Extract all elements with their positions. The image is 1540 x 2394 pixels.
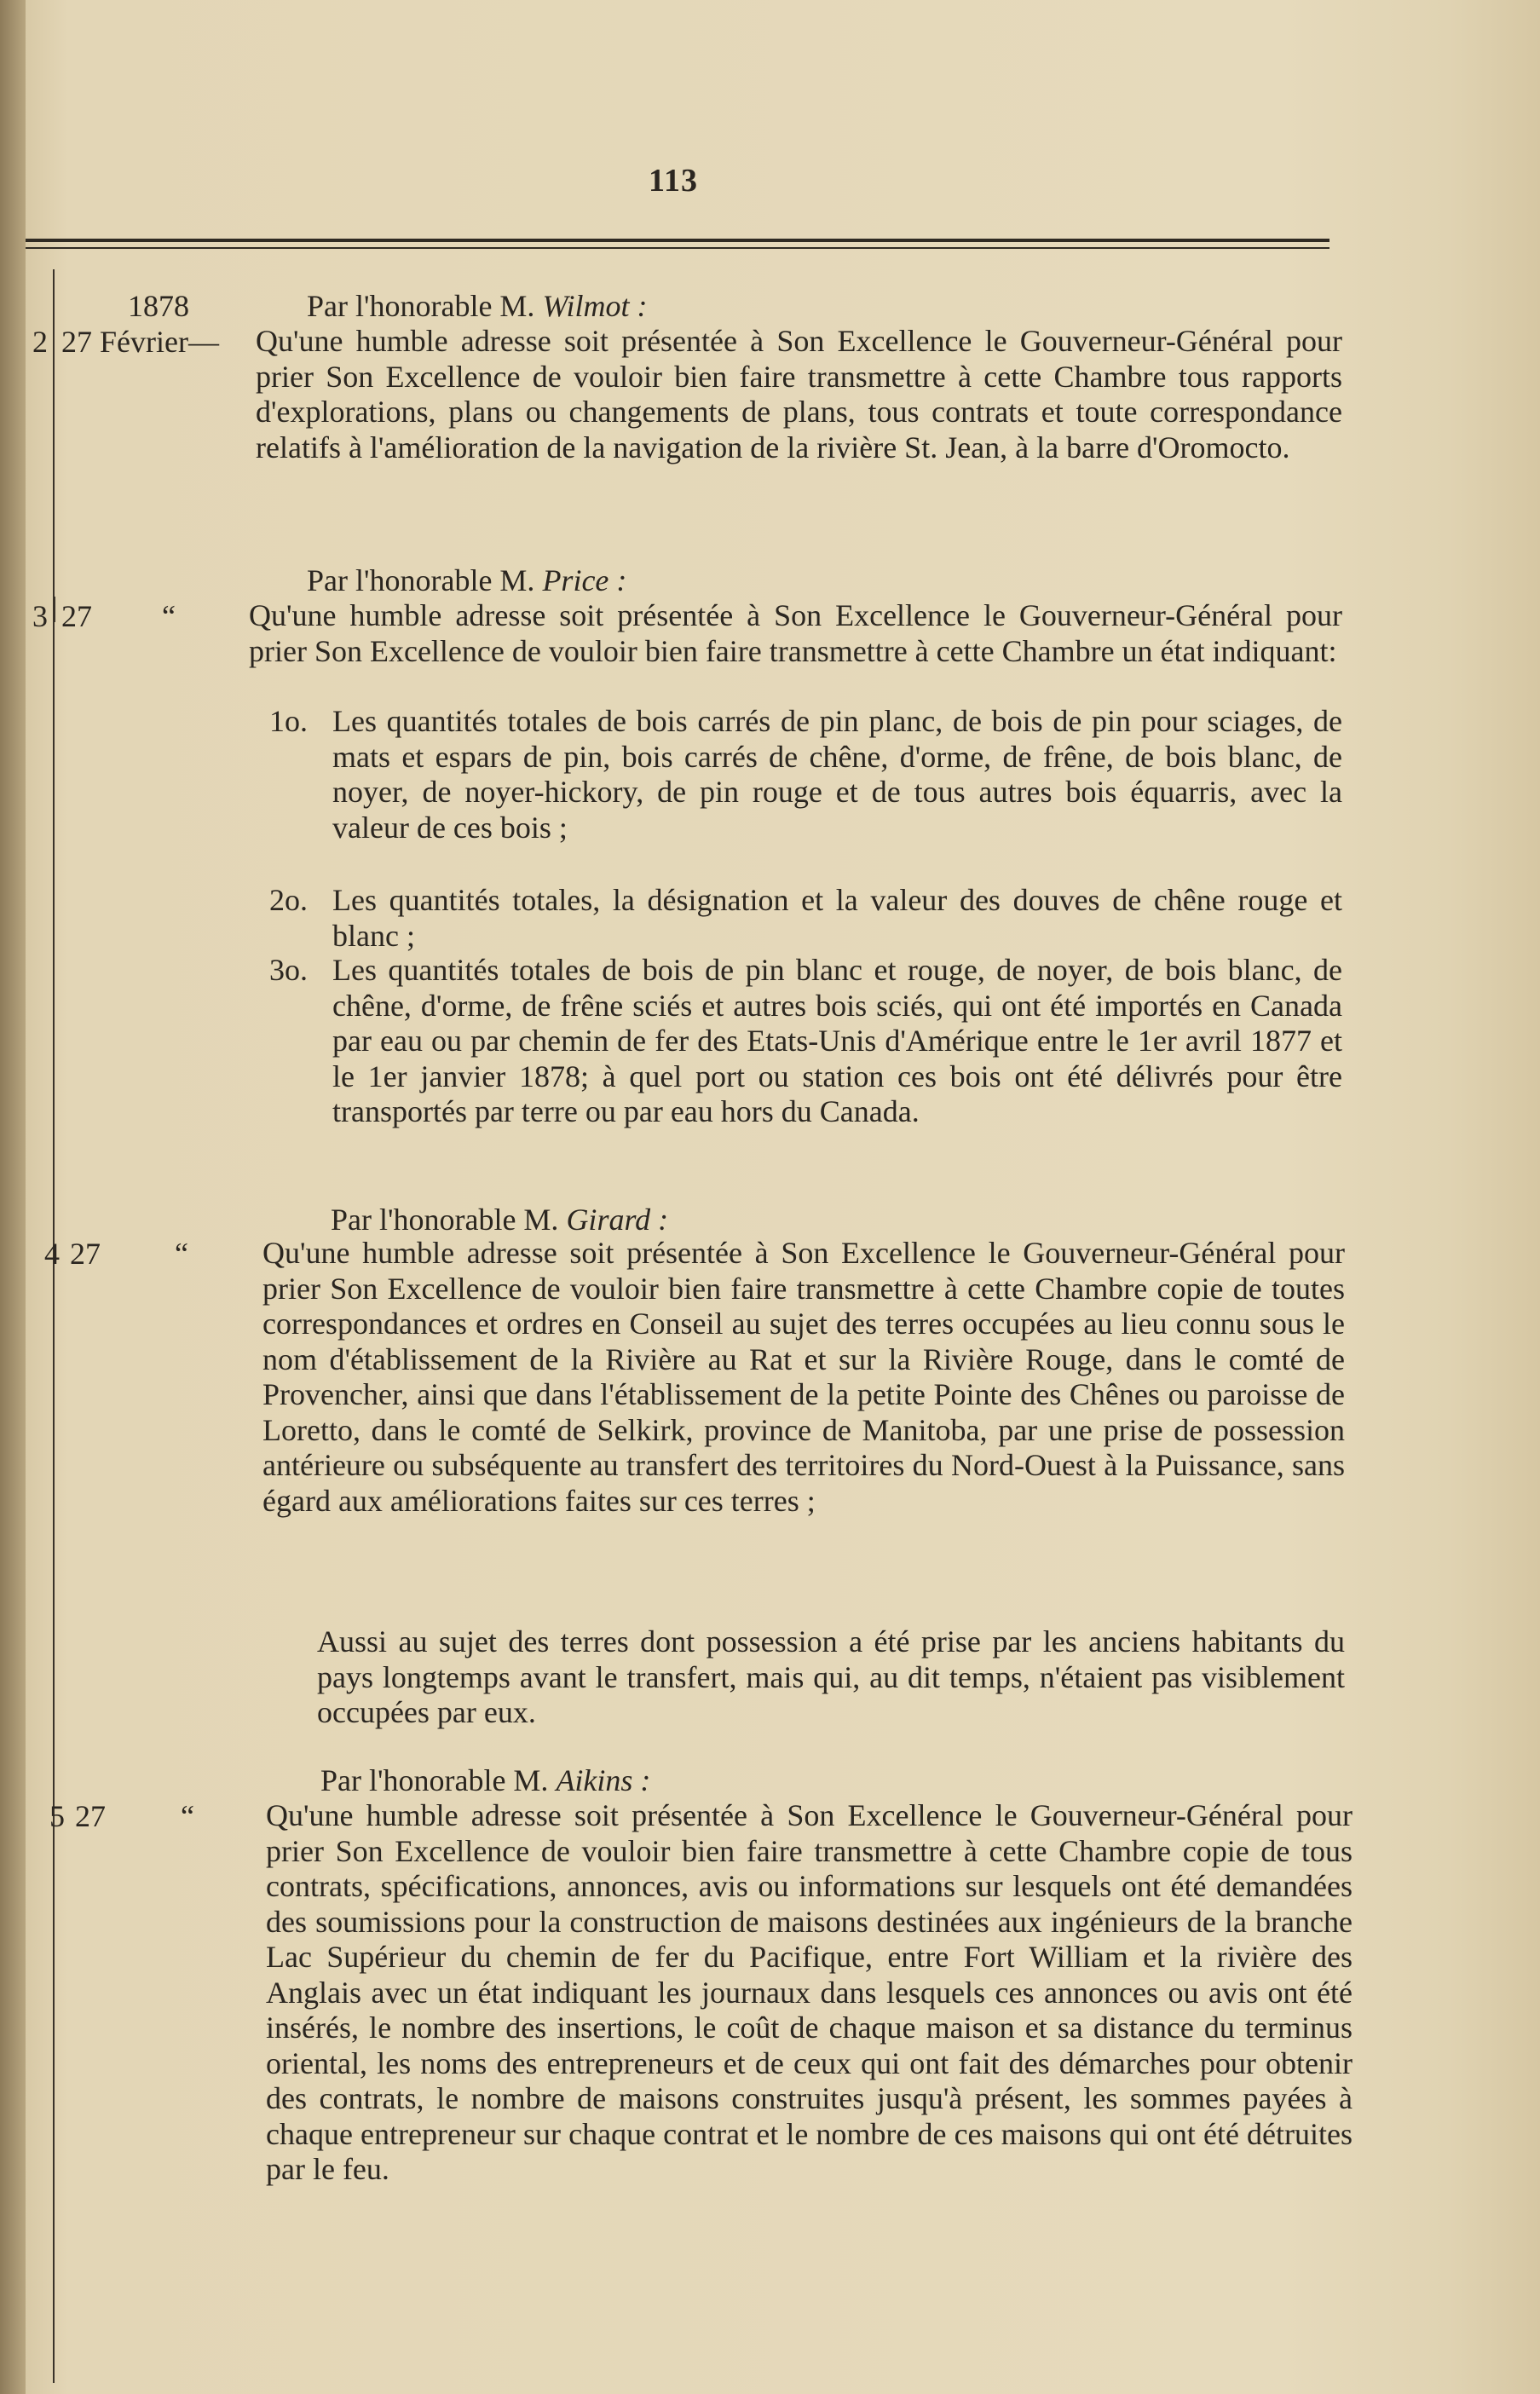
header-rule bbox=[26, 239, 1329, 242]
motion-body: Qu'une humble adresse soit présentée à Son Excellence le Gouverneur-Général pour prier Son Excellence de vouloir bien faire transmettre à cette Chambre tous rapports d'explorations, plans ou changements de plans, tous contrats et toute correspondance relatifs à l'amélioration de la navigation de la rivière St. Jean, à la barre d'Oromocto. bbox=[256, 324, 1342, 464]
mover-name: Wilmot : bbox=[542, 289, 648, 323]
motion-text: Qu'une humble adresse soit présentée à Son Excellence le Gouverneur-Général pour prier Son Excellence de vouloir bien faire transmettre à cette Chambre copie de tous contrats, spécifications, annonces, avis ou informations sur lesquels ont été demandées des soumissions pour la construction de maisons destinées aux ingénieurs de la branche Lac Supérieur du chemin de fer du Pacifique, entre Fort William et la rivière des Anglais avec un état indiquant les journaux dans lesquels ces annonces ou avis ont été insérés, le nombre des insertions, le coût de chaque maison et sa distance du terminus oriental, les noms des entrepreneurs et de ceux qui ont fait des démarches pour obtenir des contrats, le nombre de maisons construites jusqu'à présent, les sommes payées à chaque entrepreneur sur chaque contrat et le nombre de ces maisons qui ont été détruites par le feu. bbox=[266, 1798, 1353, 2186]
entry-date: 27 Février— bbox=[61, 325, 219, 359]
item-text: Les quantités totales, la désignation et la valeur des douves de chêne rouge et blanc ; bbox=[332, 883, 1342, 953]
ditto-mark: “ bbox=[162, 599, 176, 633]
ditto-mark: “ bbox=[175, 1237, 188, 1271]
entry-number: 2 bbox=[32, 325, 48, 359]
mover-name: Girard : bbox=[566, 1203, 669, 1237]
mover-line bbox=[307, 288, 647, 324]
entry-number: 5 bbox=[49, 1799, 65, 1833]
mover-prefix: Par l'honorable M. bbox=[331, 1203, 567, 1237]
item-label: 2o. bbox=[269, 883, 308, 917]
mover-name: Aikins : bbox=[556, 1763, 651, 1797]
header-rule-thin bbox=[26, 247, 1329, 249]
item-label: 3o. bbox=[269, 953, 308, 987]
column-rule-left bbox=[53, 269, 55, 2383]
entry-number: 4 bbox=[44, 1237, 60, 1271]
mover-prefix: Par l'honorable M. bbox=[320, 1763, 557, 1797]
ditto-mark: “ bbox=[181, 1799, 194, 1833]
page-number: 113 bbox=[649, 163, 698, 199]
item-label: 1o. bbox=[269, 704, 308, 738]
motion-text: Qu'une humble adresse soit présentée à Son Excellence le Gouverneur-Général pour prier Son Excellence de vouloir bien faire transmettre à cette Chambre un état indiquant: bbox=[249, 598, 1342, 668]
mover-prefix: Par l'honorable M. bbox=[307, 563, 543, 597]
mover-prefix: Par l'honorable M. bbox=[307, 289, 543, 323]
entry-date: 27 bbox=[61, 599, 92, 633]
entry-date: 27 bbox=[70, 1237, 101, 1271]
year-heading: 1878 bbox=[128, 289, 189, 323]
mover-line bbox=[307, 562, 626, 598]
mover-name: Price : bbox=[542, 563, 627, 597]
motion-text: Qu'une humble adresse soit présentée à Son Excellence le Gouverneur-Général pour prier Son Excellence de vouloir bien faire transmettre à cette Chambre copie de toutes correspondances et ordres en Conseil au sujet des terres occupées au lieu connu sous le nom d'établissement de la Rivière au Rat et sur la Rivière Rouge, dans le comté de Provencher, ainsi que dans l'établissement de la petite Pointe des Chênes ou paroisse de Loretto, dans le comté de Selkirk, province de Manitoba, par une prise de possession antérieure ou subséquente au transfert des territoires du Nord-Ouest à la Puissance, sans égard aux améliorations faites sur ces terres ; bbox=[262, 1236, 1345, 1518]
item-text: Les quantités totales de bois de pin blanc et rouge, de noyer, de bois blanc, de chêne, d'orme, de frêne sciés et autres bois sciés, qui ont été importés en Canada par eau ou par chemin de fer des Etats-Unis d'Amérique entre le 1er avril 1877 et le 1er janvier 1878; à quel port ou station ces bois ont été délivrés pour être transportés par terre ou par eau hors du Canada. bbox=[332, 953, 1342, 1128]
binding-gutter bbox=[0, 0, 26, 2394]
entry-number: 3 bbox=[32, 599, 48, 633]
mover-line bbox=[331, 1202, 668, 1237]
mover-line bbox=[320, 1762, 650, 1798]
item-text: Les quantités totales de bois carrés de pin planc, de bois de pin pour sciages, de mats et espars de pin, bois carrés de chêne, d'orme, de frêne, de bois blanc, de noyer, de noyer-hickory, de pin rouge et de tous autres bois équarris, avec la valeur de ces bois ; bbox=[332, 704, 1342, 845]
entry-date: 27 bbox=[75, 1799, 106, 1833]
motion-supplement: Aussi au sujet des terres dont possession a été prise par les anciens habitants du pays longtemps avant le transfert, mais qui, au dit temps, n'étaient pas visiblement occupées par eux. bbox=[317, 1624, 1345, 1729]
motion-text bbox=[256, 324, 1342, 465]
column-rule-divider bbox=[54, 597, 55, 622]
